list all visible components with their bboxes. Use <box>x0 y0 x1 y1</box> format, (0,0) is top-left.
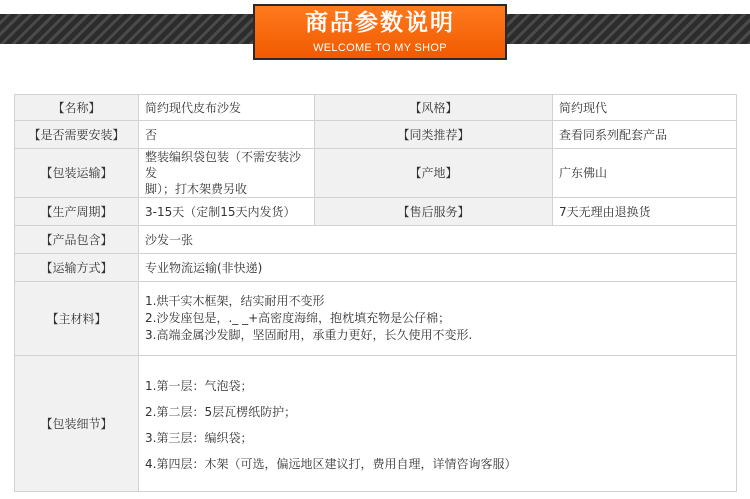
packing-value-line-2: 脚）；打木架费另收 <box>145 182 248 196</box>
name-label: 【名称】 <box>15 95 139 121</box>
contents-value: 沙发一张 <box>139 226 737 254</box>
table-row <box>15 149 737 198</box>
details-line-1: 1.第一层：气泡袋； <box>145 379 253 393</box>
banner-subtitle: WELCOME TO MY SHOP <box>313 42 447 54</box>
details-line-2: 2.第二层：5层瓦楞纸防护； <box>145 405 297 419</box>
shipping-value: 专业物流运输(非快递) <box>139 254 737 282</box>
aftersale-label: 【售后服务】 <box>315 198 553 226</box>
name-value: 简约现代皮布沙发 <box>139 95 315 121</box>
details-label: 【包装细节】 <box>15 356 139 492</box>
recommend-label: 【同类推荐】 <box>315 121 553 149</box>
table-row <box>15 254 737 282</box>
table-row <box>15 282 737 356</box>
details-value <box>139 356 737 492</box>
material-value <box>139 282 737 356</box>
banner-stripe-right <box>498 14 750 44</box>
packing-label: 【包装运输】 <box>15 149 139 198</box>
material-line-1: 1.烘干实木框架，结实耐用不变形 <box>145 294 325 308</box>
aftersale-value: 7天无理由退换货 <box>553 198 737 226</box>
banner-badge <box>253 4 507 60</box>
style-label: 【风格】 <box>315 95 553 121</box>
material-label: 【主材料】 <box>15 282 139 356</box>
product-params-table <box>14 94 737 492</box>
table-row <box>15 198 737 226</box>
origin-value: 广东佛山 <box>553 149 737 198</box>
packing-value-line-1: 整装编织袋包装（不需安装沙发 <box>145 150 302 180</box>
table-row <box>15 121 737 149</box>
shipping-label: 【运输方式】 <box>15 254 139 282</box>
install-value: 否 <box>139 121 315 149</box>
packing-value <box>139 149 315 198</box>
banner-title: 商品参数说明 <box>305 10 455 36</box>
cycle-value: 3-15天（定制15天内发货） <box>139 198 315 226</box>
details-line-4: 4.第四层：木架（可选，偏远地区建议打，费用自理，详情咨询客服） <box>145 457 517 471</box>
banner-stripe-left <box>0 14 262 44</box>
style-value: 简约现代 <box>553 95 737 121</box>
details-line-3: 3.第三层：编织袋； <box>145 431 253 445</box>
header-banner <box>0 0 750 58</box>
material-line-3: 3.高端金属沙发脚，坚固耐用，承重力更好，长久使用不变形. <box>145 328 473 342</box>
install-label: 【是否需要安装】 <box>15 121 139 149</box>
material-line-2: 2.沙发座包是，._ _+高密度海绵，抱枕填充物是公仔棉； <box>145 311 451 325</box>
table-row <box>15 95 737 121</box>
origin-label: 【产地】 <box>315 149 553 198</box>
recommend-value: 查看同系列配套产品 <box>553 121 737 149</box>
table-row <box>15 356 737 492</box>
contents-label: 【产品包含】 <box>15 226 139 254</box>
cycle-label: 【生产周期】 <box>15 198 139 226</box>
table-row <box>15 226 737 254</box>
